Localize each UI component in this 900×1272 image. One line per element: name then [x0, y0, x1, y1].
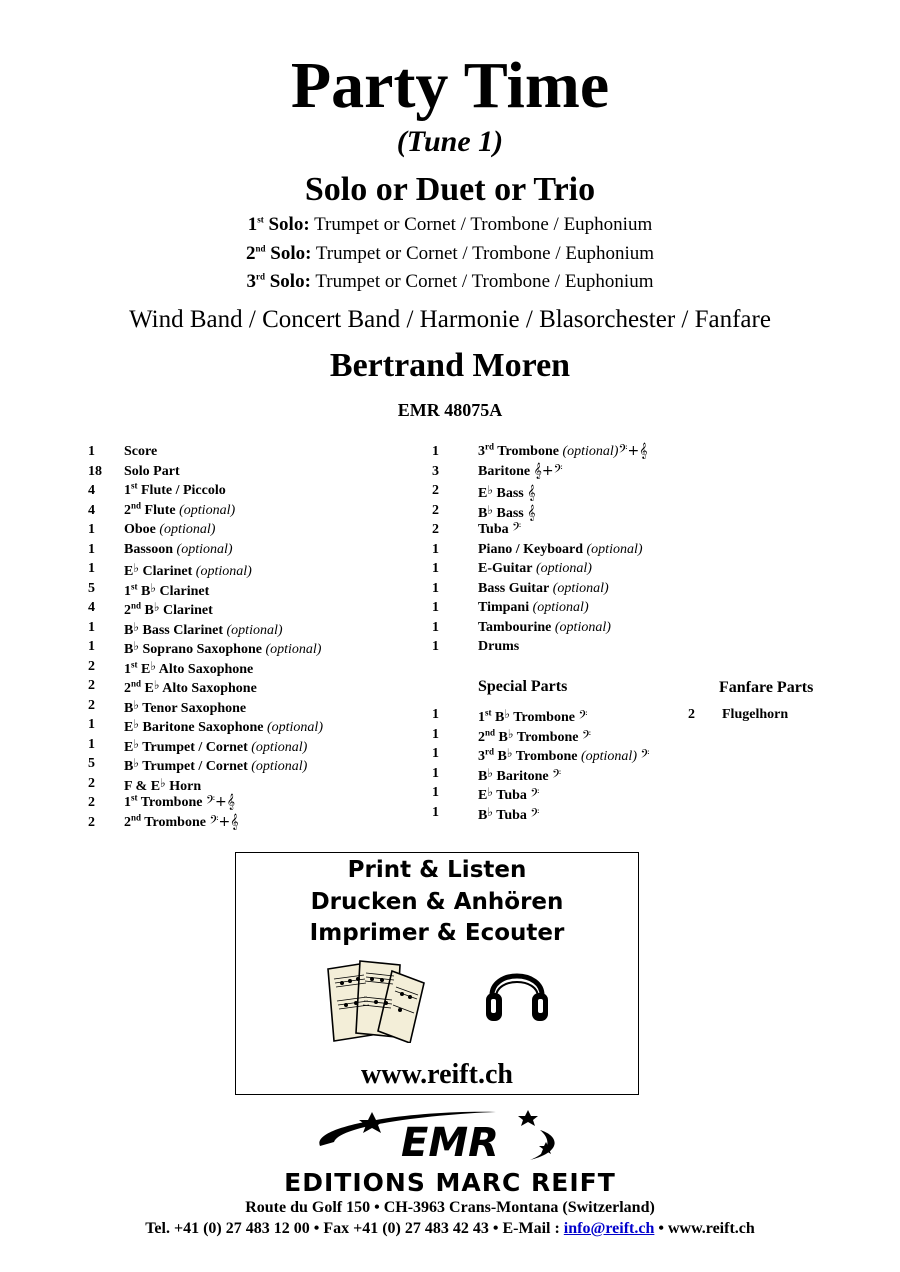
- bass-clef-icon: 𝄢: [530, 787, 540, 803]
- part-quantity: 2: [432, 483, 439, 498]
- part-row: [88, 754, 408, 774]
- fanfare-parts-heading: Fanfare Parts: [719, 679, 814, 696]
- part-name: Tambourine (optional): [478, 619, 611, 635]
- bass-clef-icon: 𝄢: [582, 728, 592, 745]
- part-name: 2nd Trombone 𝄢+𝄞: [124, 811, 239, 830]
- part-quantity: 1: [88, 444, 95, 459]
- optional-note: (optional): [529, 600, 589, 615]
- flat-icon: ♭: [133, 756, 140, 770]
- part-quantity: 1: [88, 619, 95, 635]
- part-quantity: 1: [88, 736, 95, 752]
- website-link[interactable]: www.reift.ch: [361, 1059, 513, 1090]
- part-name: E♭ Clarinet (optional): [124, 561, 252, 579]
- ordinal-suffix: st: [131, 480, 138, 491]
- part-quantity: 1: [88, 522, 95, 537]
- part-name: Solo Part: [124, 463, 180, 479]
- optional-note: (optional): [532, 561, 592, 576]
- optional-note: (optional): [223, 622, 283, 638]
- flat-icon: ♭: [160, 775, 166, 790]
- print-listen-en: Print & Listen: [347, 857, 527, 883]
- optional-note: (optional): [263, 720, 323, 735]
- part-row: [88, 735, 408, 755]
- flat-icon: ♭: [133, 561, 140, 575]
- band-types: Wind Band / Concert Band / Harmonie / Blasorchester / Fanfare: [129, 306, 771, 333]
- bass-clef-icon: 𝄢: [512, 521, 522, 537]
- part-quantity: 4: [88, 502, 95, 518]
- part-row: [88, 481, 408, 501]
- flat-icon: ♭: [487, 765, 494, 780]
- part-quantity: 2: [88, 814, 95, 830]
- part-quantity: 1: [432, 639, 439, 654]
- part-quantity: 2: [88, 697, 95, 713]
- part-name: 3rd Trombone (optional)𝄢+𝄞: [478, 441, 648, 459]
- part-quantity: 2: [688, 707, 695, 722]
- part-name: E♭ Baritone Saxophone (optional): [124, 717, 323, 735]
- part-quantity: 2: [88, 678, 95, 693]
- part-quantity: 4: [88, 600, 95, 615]
- part-row: [88, 501, 408, 521]
- part-row: [432, 764, 692, 784]
- part-name: B♭ Tuba 𝄢: [478, 804, 540, 823]
- part-name: Oboe (optional): [124, 522, 216, 537]
- part-name: B♭ Trumpet / Cornet (optional): [124, 756, 308, 774]
- part-row: [88, 774, 408, 794]
- part-quantity: 1: [432, 726, 439, 742]
- ordinal-suffix: nd: [131, 600, 142, 611]
- bass-clef-icon: 𝄢: [209, 813, 219, 830]
- part-quantity: 1: [432, 804, 439, 820]
- treble-clef-icon: 𝄞: [527, 504, 536, 521]
- part-row: [432, 783, 692, 803]
- part-name: 1st E♭ Alto Saxophone: [124, 658, 254, 677]
- logo-text: EMR: [401, 1120, 499, 1166]
- composer: Bertrand Moren: [329, 347, 571, 384]
- flat-icon: ♭: [487, 804, 494, 819]
- part-row: [88, 442, 408, 462]
- solo-line-1: 1st Solo: Trumpet or Cornet / Trombone / Euphonium: [247, 214, 653, 235]
- part-name: 2nd E♭ Alto Saxophone: [124, 678, 257, 696]
- part-name: 2nd B♭ Clarinet: [124, 600, 213, 618]
- part-row: [432, 618, 692, 638]
- part-name: 1st Flute / Piccolo: [124, 480, 226, 498]
- optional-note: (optional): [583, 541, 643, 557]
- bass-clef-icon: 𝄢: [578, 709, 588, 725]
- flat-icon: ♭: [153, 678, 160, 692]
- part-quantity: 2: [432, 522, 439, 537]
- solo-line-3: 3rd Solo: Trumpet or Cornet / Trombone / Euphonium: [246, 271, 654, 292]
- part-row: [432, 803, 692, 823]
- headphones-icon: [484, 957, 550, 1025]
- part-quantity: 5: [88, 756, 95, 771]
- part-quantity: 1: [432, 619, 439, 635]
- part-name: Timpani (optional): [478, 600, 589, 615]
- part-quantity: 1: [432, 746, 439, 761]
- part-name: 1st B♭ Trombone 𝄢: [478, 707, 588, 725]
- part-quantity: 3: [432, 463, 439, 479]
- ordinal-suffix: nd: [131, 678, 142, 689]
- flat-icon: ♭: [487, 785, 494, 799]
- print-listen-de: Drucken & Anhören: [310, 889, 564, 915]
- part-quantity: 1: [88, 717, 95, 732]
- part-quantity: 1: [432, 600, 439, 615]
- ordinal-suffix: nd: [485, 726, 496, 737]
- bass-clef-icon: 𝄢: [618, 443, 628, 459]
- part-row: [88, 813, 408, 833]
- part-quantity: 1: [88, 541, 95, 557]
- part-quantity: 1: [88, 639, 95, 654]
- ordinal-suffix: st: [485, 707, 492, 718]
- part-row: [88, 657, 408, 677]
- ordinal-suffix: st: [131, 792, 138, 803]
- special-parts-list: [432, 705, 692, 822]
- optional-note: (optional): [192, 564, 252, 579]
- optional-note: (optional): [173, 541, 233, 557]
- publisher-name: EDITIONS MARC REIFT: [284, 1168, 616, 1197]
- plus-sign: +: [214, 794, 227, 810]
- special-parts-heading: Special Parts: [478, 678, 568, 695]
- flat-icon: ♭: [133, 619, 140, 634]
- part-name: 3rd B♭ Trombone (optional) 𝄢: [478, 746, 650, 764]
- part-name: Tuba 𝄢: [478, 521, 522, 537]
- optional-note: (optional): [261, 642, 322, 657]
- flat-icon: ♭: [504, 707, 511, 721]
- flat-icon: ♭: [133, 717, 140, 731]
- part-row: [432, 705, 692, 725]
- part-name: 1st B♭ Clarinet: [124, 580, 210, 599]
- part-row: [432, 637, 692, 657]
- part-row: [432, 725, 692, 745]
- part-quantity: 1: [432, 541, 439, 557]
- part-quantity: 2: [88, 658, 95, 674]
- ordinal-suffix: nd: [131, 499, 142, 510]
- part-row: [432, 462, 692, 482]
- part-name: Bassoon (optional): [124, 541, 233, 557]
- part-name: B♭ Bass 𝄞: [478, 502, 536, 521]
- flat-icon: ♭: [507, 726, 514, 741]
- part-row: [88, 520, 408, 540]
- part-row: [88, 715, 408, 735]
- print-listen-box: [235, 852, 639, 1095]
- part-row: [432, 559, 692, 579]
- part-quantity: 1: [432, 707, 439, 722]
- part-row: [88, 462, 408, 482]
- sheet-music-icon: [320, 957, 432, 1043]
- optional-note: (optional): [247, 739, 308, 755]
- part-name: Flugelhorn: [722, 707, 789, 722]
- emr-logo: [300, 1106, 600, 1168]
- publisher-contact: Tel. +41 (0) 27 483 12 00 • Fax +41 (0) 27 483 42 43 • E-Mail : info@reift.ch • www.reift.ch: [145, 1220, 755, 1237]
- part-row: [88, 637, 408, 657]
- ordinal-suffix: nd: [131, 811, 142, 822]
- optional-note: (optional): [175, 502, 236, 518]
- part-name: Piano / Keyboard (optional): [478, 541, 643, 557]
- flat-icon: ♭: [487, 483, 494, 497]
- email-link[interactable]: info@reift.ch: [563, 1220, 655, 1237]
- ordinal-suffix: st: [131, 580, 138, 591]
- treble-clef-icon: 𝄞: [226, 794, 235, 810]
- part-row: [432, 501, 692, 521]
- print-listen-fr: Imprimer & Ecouter: [309, 920, 565, 946]
- part-name: 2nd Flute (optional): [124, 499, 236, 518]
- part-row: [88, 540, 408, 560]
- bass-clef-icon: 𝄢: [205, 794, 215, 810]
- ordinal-suffix: rd: [485, 441, 494, 452]
- part-row: [88, 618, 408, 638]
- solo-line-2: 2nd Solo: Trumpet or Cornet / Trombone / Euphonium: [245, 243, 655, 264]
- flat-icon: ♭: [506, 746, 513, 760]
- optional-note: (optional): [551, 619, 611, 635]
- part-name: B♭ Baritone 𝄢: [478, 765, 562, 784]
- flat-icon: ♭: [487, 502, 494, 517]
- bass-clef-icon: 𝄢: [552, 767, 562, 784]
- part-name: B♭ Tenor Saxophone: [124, 697, 247, 716]
- part-quantity: 2: [88, 775, 95, 791]
- flat-icon: ♭: [133, 697, 140, 712]
- optional-note: (optional): [558, 444, 619, 459]
- bass-clef-icon: 𝄢: [553, 462, 563, 479]
- bass-clef-icon: 𝄢: [640, 748, 650, 764]
- treble-clef-icon: 𝄞: [527, 485, 536, 501]
- treble-clef-icon: 𝄞: [230, 813, 239, 830]
- plus-sign: +: [218, 813, 231, 830]
- optional-note: (optional): [247, 759, 308, 774]
- part-quantity: 1: [432, 444, 439, 459]
- ordinal-suffix: st: [131, 658, 138, 669]
- treble-clef-icon: 𝄞: [533, 462, 542, 479]
- part-row: [88, 676, 408, 696]
- part-name: Score: [124, 444, 158, 459]
- part-name: E♭ Bass 𝄞: [478, 483, 536, 501]
- part-name: Drums: [478, 639, 520, 654]
- optional-note: (optional): [577, 749, 641, 764]
- flat-icon: ♭: [150, 580, 157, 595]
- flat-icon: ♭: [133, 736, 140, 751]
- part-row: [432, 598, 692, 618]
- part-row: [432, 481, 692, 501]
- part-quantity: 1: [432, 765, 439, 781]
- flat-icon: ♭: [150, 658, 157, 673]
- parts-list-right: [432, 442, 692, 657]
- part-name: 1st Trombone 𝄢+𝄞: [124, 792, 235, 810]
- part-name: B♭ Soprano Saxophone (optional): [124, 639, 322, 657]
- plus-sign: +: [627, 443, 640, 459]
- fanfare-parts-list: [688, 705, 868, 725]
- part-row: [432, 442, 692, 462]
- part-name: B♭ Bass Clarinet (optional): [124, 619, 283, 638]
- part-quantity: 1: [432, 561, 439, 576]
- parts-list-left: [88, 442, 408, 832]
- part-quantity: 4: [88, 483, 95, 498]
- optional-note: (optional): [155, 522, 216, 537]
- part-row: [432, 579, 692, 599]
- flat-icon: ♭: [153, 600, 160, 614]
- part-row: [88, 598, 408, 618]
- part-quantity: 5: [88, 580, 95, 596]
- page-title: Party Time: [290, 49, 610, 122]
- part-row: [88, 696, 408, 716]
- part-row: [88, 579, 408, 599]
- part-quantity: 18: [88, 463, 102, 479]
- part-row: [88, 793, 408, 813]
- subtitle: (Tune 1): [396, 125, 504, 158]
- catalog-code: EMR 48075A: [397, 400, 503, 420]
- part-name: Baritone 𝄞+𝄢: [478, 462, 563, 479]
- part-row: [432, 540, 692, 560]
- part-row: [432, 744, 692, 764]
- flat-icon: ♭: [133, 639, 140, 653]
- part-quantity: 2: [88, 795, 95, 810]
- part-quantity: 1: [432, 580, 439, 596]
- part-name: 2nd B♭ Trombone 𝄢: [478, 726, 592, 745]
- part-row: [88, 559, 408, 579]
- part-name: E-Guitar (optional): [478, 561, 592, 576]
- part-quantity: 1: [432, 785, 439, 800]
- part-name: Bass Guitar (optional): [478, 580, 609, 596]
- ordinal-suffix: rd: [485, 746, 494, 757]
- part-name: F & E♭ Horn: [124, 775, 202, 794]
- part-name: E♭ Trumpet / Cornet (optional): [124, 736, 308, 755]
- part-row: [432, 520, 692, 540]
- part-quantity: 1: [88, 561, 95, 576]
- publisher-address: Route du Golf 150 • CH-3963 Crans-Montana (Switzerland): [245, 1199, 655, 1216]
- treble-clef-icon: 𝄞: [639, 443, 648, 459]
- plus-sign: +: [541, 462, 554, 479]
- optional-note: (optional): [549, 580, 609, 596]
- part-quantity: 2: [432, 502, 439, 518]
- instrumentation-heading: Solo or Duet or Trio: [304, 171, 596, 208]
- part-row: [688, 705, 868, 725]
- part-name: E♭ Tuba 𝄢: [478, 785, 540, 803]
- bass-clef-icon: 𝄢: [530, 806, 540, 823]
